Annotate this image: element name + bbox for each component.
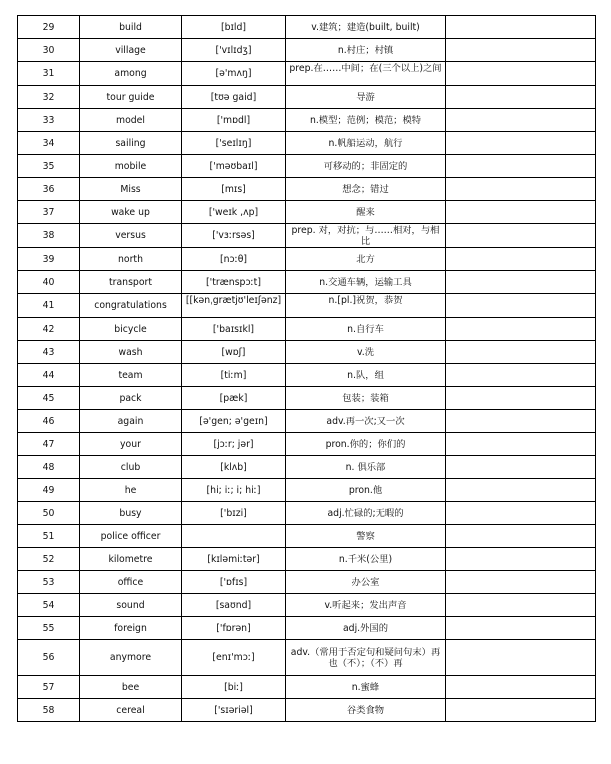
row-extra bbox=[446, 109, 596, 132]
table-row bbox=[18, 86, 596, 109]
table-row bbox=[18, 571, 596, 594]
table-row bbox=[18, 387, 596, 410]
table-row bbox=[18, 109, 596, 132]
table-row bbox=[18, 271, 596, 294]
row-word: your bbox=[80, 433, 182, 456]
row-extra bbox=[446, 364, 596, 387]
row-word: anymore bbox=[80, 640, 182, 676]
row-word: north bbox=[80, 248, 182, 271]
row-meaning: v.建筑；建造(built, built) bbox=[286, 16, 446, 39]
row-word: village bbox=[80, 39, 182, 62]
row-number: 54 bbox=[18, 594, 80, 617]
row-word: sound bbox=[80, 594, 182, 617]
row-meaning: 醒来 bbox=[286, 201, 446, 224]
row-word: model bbox=[80, 109, 182, 132]
row-number: 51 bbox=[18, 525, 80, 548]
row-extra bbox=[446, 341, 596, 364]
row-word: Miss bbox=[80, 178, 182, 201]
vocabulary-table bbox=[17, 15, 596, 722]
row-word: again bbox=[80, 410, 182, 433]
row-phonetic: ['bɪzi] bbox=[182, 502, 286, 525]
row-meaning: 北方 bbox=[286, 248, 446, 271]
row-number: 43 bbox=[18, 341, 80, 364]
row-phonetic: [wɒʃ] bbox=[182, 341, 286, 364]
row-word: wake up bbox=[80, 201, 182, 224]
row-number: 55 bbox=[18, 617, 80, 640]
row-phonetic: [kɪləmiːtər] bbox=[182, 548, 286, 571]
table-row bbox=[18, 178, 596, 201]
table-row bbox=[18, 364, 596, 387]
table-row bbox=[18, 699, 596, 722]
row-phonetic: [bɪld] bbox=[182, 16, 286, 39]
row-meaning: n.蜜蜂 bbox=[286, 676, 446, 699]
row-phonetic: [pæk] bbox=[182, 387, 286, 410]
row-phonetic: [klʌb] bbox=[182, 456, 286, 479]
row-extra bbox=[446, 387, 596, 410]
row-meaning: n.自行车 bbox=[286, 318, 446, 341]
row-number: 52 bbox=[18, 548, 80, 571]
row-extra bbox=[446, 178, 596, 201]
table-row bbox=[18, 502, 596, 525]
row-phonetic: ['mɒdl] bbox=[182, 109, 286, 132]
row-number: 53 bbox=[18, 571, 80, 594]
row-phonetic: ['sɪəriəl] bbox=[182, 699, 286, 722]
row-word: office bbox=[80, 571, 182, 594]
table-row bbox=[18, 479, 596, 502]
row-meaning bbox=[286, 294, 446, 318]
row-extra bbox=[446, 479, 596, 502]
row-meaning: n.帆船运动，航行 bbox=[286, 132, 446, 155]
row-meaning: v.听起来；发出声音 bbox=[286, 594, 446, 617]
row-number: 36 bbox=[18, 178, 80, 201]
row-meaning: n.村庄；村镇 bbox=[286, 39, 446, 62]
row-meaning: n. 俱乐部 bbox=[286, 456, 446, 479]
row-extra bbox=[446, 224, 596, 248]
row-number: 29 bbox=[18, 16, 80, 39]
row-phonetic: [biː] bbox=[182, 676, 286, 699]
row-phonetic: ['vɜːrsəs] bbox=[182, 224, 286, 248]
table-row bbox=[18, 640, 596, 676]
row-word: cereal bbox=[80, 699, 182, 722]
row-number: 40 bbox=[18, 271, 80, 294]
row-number: 57 bbox=[18, 676, 80, 699]
table-row bbox=[18, 433, 596, 456]
row-meaning: 办公室 bbox=[286, 571, 446, 594]
row-word: bee bbox=[80, 676, 182, 699]
row-number: 48 bbox=[18, 456, 80, 479]
row-extra bbox=[446, 640, 596, 676]
row-meaning: 导游 bbox=[286, 86, 446, 109]
row-number: 49 bbox=[18, 479, 80, 502]
row-extra bbox=[446, 571, 596, 594]
row-extra bbox=[446, 248, 596, 271]
row-number: 44 bbox=[18, 364, 80, 387]
row-meaning-text: prep. 对，对抗；与……相对，与相比 bbox=[291, 225, 440, 247]
row-extra bbox=[446, 86, 596, 109]
table-row bbox=[18, 318, 596, 341]
row-meaning: v.洗 bbox=[286, 341, 446, 364]
row-number: 35 bbox=[18, 155, 80, 178]
table-row bbox=[18, 594, 596, 617]
row-meaning: pron.你的；你们的 bbox=[286, 433, 446, 456]
row-meaning bbox=[286, 224, 446, 248]
row-number: 38 bbox=[18, 224, 80, 248]
table-row bbox=[18, 341, 596, 364]
row-word: police officer bbox=[80, 525, 182, 548]
row-number: 50 bbox=[18, 502, 80, 525]
row-word: transport bbox=[80, 271, 182, 294]
row-extra bbox=[446, 548, 596, 571]
row-word: tour guide bbox=[80, 86, 182, 109]
row-word: he bbox=[80, 479, 182, 502]
row-word: mobile bbox=[80, 155, 182, 178]
row-extra bbox=[446, 16, 596, 39]
row-extra bbox=[446, 39, 596, 62]
row-phonetic: ['fɒrən] bbox=[182, 617, 286, 640]
row-word: club bbox=[80, 456, 182, 479]
row-phonetic: [hi; iː; i; hiː] bbox=[182, 479, 286, 502]
row-number: 42 bbox=[18, 318, 80, 341]
row-meaning: 可移动的；非固定的 bbox=[286, 155, 446, 178]
row-meaning: adv.（常用于否定句和疑问句末）再也（不）；（不）再 bbox=[286, 640, 446, 676]
row-word: versus bbox=[80, 224, 182, 248]
table-row bbox=[18, 248, 596, 271]
row-phonetic bbox=[182, 525, 286, 548]
row-phonetic: [mɪs] bbox=[182, 178, 286, 201]
row-phonetic: [ə'gen; ə'geɪn] bbox=[182, 410, 286, 433]
row-meaning: 谷类食物 bbox=[286, 699, 446, 722]
row-meaning: n.队，组 bbox=[286, 364, 446, 387]
table-row bbox=[18, 617, 596, 640]
row-phonetic: [tʊə gaid] bbox=[182, 86, 286, 109]
row-meaning: 想念；错过 bbox=[286, 178, 446, 201]
row-word: build bbox=[80, 16, 182, 39]
row-extra bbox=[446, 62, 596, 86]
row-extra bbox=[446, 594, 596, 617]
row-meaning: n.千米(公里) bbox=[286, 548, 446, 571]
row-word: sailing bbox=[80, 132, 182, 155]
row-phonetic: [enɪ'mɔː] bbox=[182, 640, 286, 676]
table-row bbox=[18, 201, 596, 224]
row-phonetic bbox=[182, 294, 286, 318]
row-phonetic: [jɔːr; jər] bbox=[182, 433, 286, 456]
row-word: foreign bbox=[80, 617, 182, 640]
row-number: 39 bbox=[18, 248, 80, 271]
row-extra bbox=[446, 201, 596, 224]
row-number: 58 bbox=[18, 699, 80, 722]
row-extra bbox=[446, 502, 596, 525]
row-meaning-text: n.[pl.]祝贺，恭贺 bbox=[328, 295, 403, 306]
row-extra bbox=[446, 699, 596, 722]
row-phonetic: ['baɪsɪkl] bbox=[182, 318, 286, 341]
row-extra bbox=[446, 155, 596, 178]
table-row bbox=[18, 132, 596, 155]
row-phonetic: ['ɒfɪs] bbox=[182, 571, 286, 594]
row-extra bbox=[446, 132, 596, 155]
table-row bbox=[18, 410, 596, 433]
row-extra bbox=[446, 456, 596, 479]
row-number: 30 bbox=[18, 39, 80, 62]
table-row bbox=[18, 155, 596, 178]
row-number: 37 bbox=[18, 201, 80, 224]
row-extra bbox=[446, 410, 596, 433]
row-phonetic: ['weɪk ,ʌp] bbox=[182, 201, 286, 224]
row-meaning bbox=[286, 62, 446, 86]
row-meaning: 包装；装箱 bbox=[286, 387, 446, 410]
table-row bbox=[18, 16, 596, 39]
row-phonetic: [ə'mʌŋ] bbox=[182, 62, 286, 86]
row-number: 45 bbox=[18, 387, 80, 410]
table-row bbox=[18, 62, 596, 86]
row-extra bbox=[446, 617, 596, 640]
row-meaning-text: prep.在……中间；在(三个以上)之间 bbox=[289, 63, 442, 74]
row-meaning: adj.外国的 bbox=[286, 617, 446, 640]
table-row bbox=[18, 456, 596, 479]
row-number: 47 bbox=[18, 433, 80, 456]
row-meaning: adj.忙碌的;无暇的 bbox=[286, 502, 446, 525]
row-word: kilometre bbox=[80, 548, 182, 571]
row-extra bbox=[446, 294, 596, 318]
row-number: 33 bbox=[18, 109, 80, 132]
row-word: congratulations bbox=[80, 294, 182, 318]
row-meaning: pron.他 bbox=[286, 479, 446, 502]
row-phonetic: ['trænspɔːt] bbox=[182, 271, 286, 294]
row-number: 41 bbox=[18, 294, 80, 318]
row-phonetic: [nɔːθ] bbox=[182, 248, 286, 271]
row-phonetic: [saʊnd] bbox=[182, 594, 286, 617]
row-phonetic: ['məʊbaɪl] bbox=[182, 155, 286, 178]
row-word: bicycle bbox=[80, 318, 182, 341]
table-row bbox=[18, 224, 596, 248]
row-number: 34 bbox=[18, 132, 80, 155]
row-extra bbox=[446, 676, 596, 699]
row-number: 56 bbox=[18, 640, 80, 676]
row-phonetic: [tiːm] bbox=[182, 364, 286, 387]
row-meaning: n.交通车辆，运输工具 bbox=[286, 271, 446, 294]
row-phonetic-text: [[kənˌgrætjʊ'leɪʃənz] bbox=[185, 295, 282, 306]
row-word: wash bbox=[80, 341, 182, 364]
vocabulary-table-body bbox=[18, 16, 596, 722]
table-row bbox=[18, 39, 596, 62]
row-extra bbox=[446, 271, 596, 294]
row-word: busy bbox=[80, 502, 182, 525]
row-word: pack bbox=[80, 387, 182, 410]
row-extra bbox=[446, 318, 596, 341]
row-meaning: n.模型；范例；模范；模特 bbox=[286, 109, 446, 132]
row-phonetic: ['vɪlɪdʒ] bbox=[182, 39, 286, 62]
row-number: 31 bbox=[18, 62, 80, 86]
row-phonetic: ['seɪlɪŋ] bbox=[182, 132, 286, 155]
table-row bbox=[18, 525, 596, 548]
row-extra bbox=[446, 433, 596, 456]
row-meaning: adv.再一次;又一次 bbox=[286, 410, 446, 433]
row-word: among bbox=[80, 62, 182, 86]
row-number: 32 bbox=[18, 86, 80, 109]
table-row bbox=[18, 548, 596, 571]
row-word: team bbox=[80, 364, 182, 387]
row-meaning: 警察 bbox=[286, 525, 446, 548]
row-number: 46 bbox=[18, 410, 80, 433]
row-extra bbox=[446, 525, 596, 548]
table-row bbox=[18, 676, 596, 699]
table-row bbox=[18, 294, 596, 318]
